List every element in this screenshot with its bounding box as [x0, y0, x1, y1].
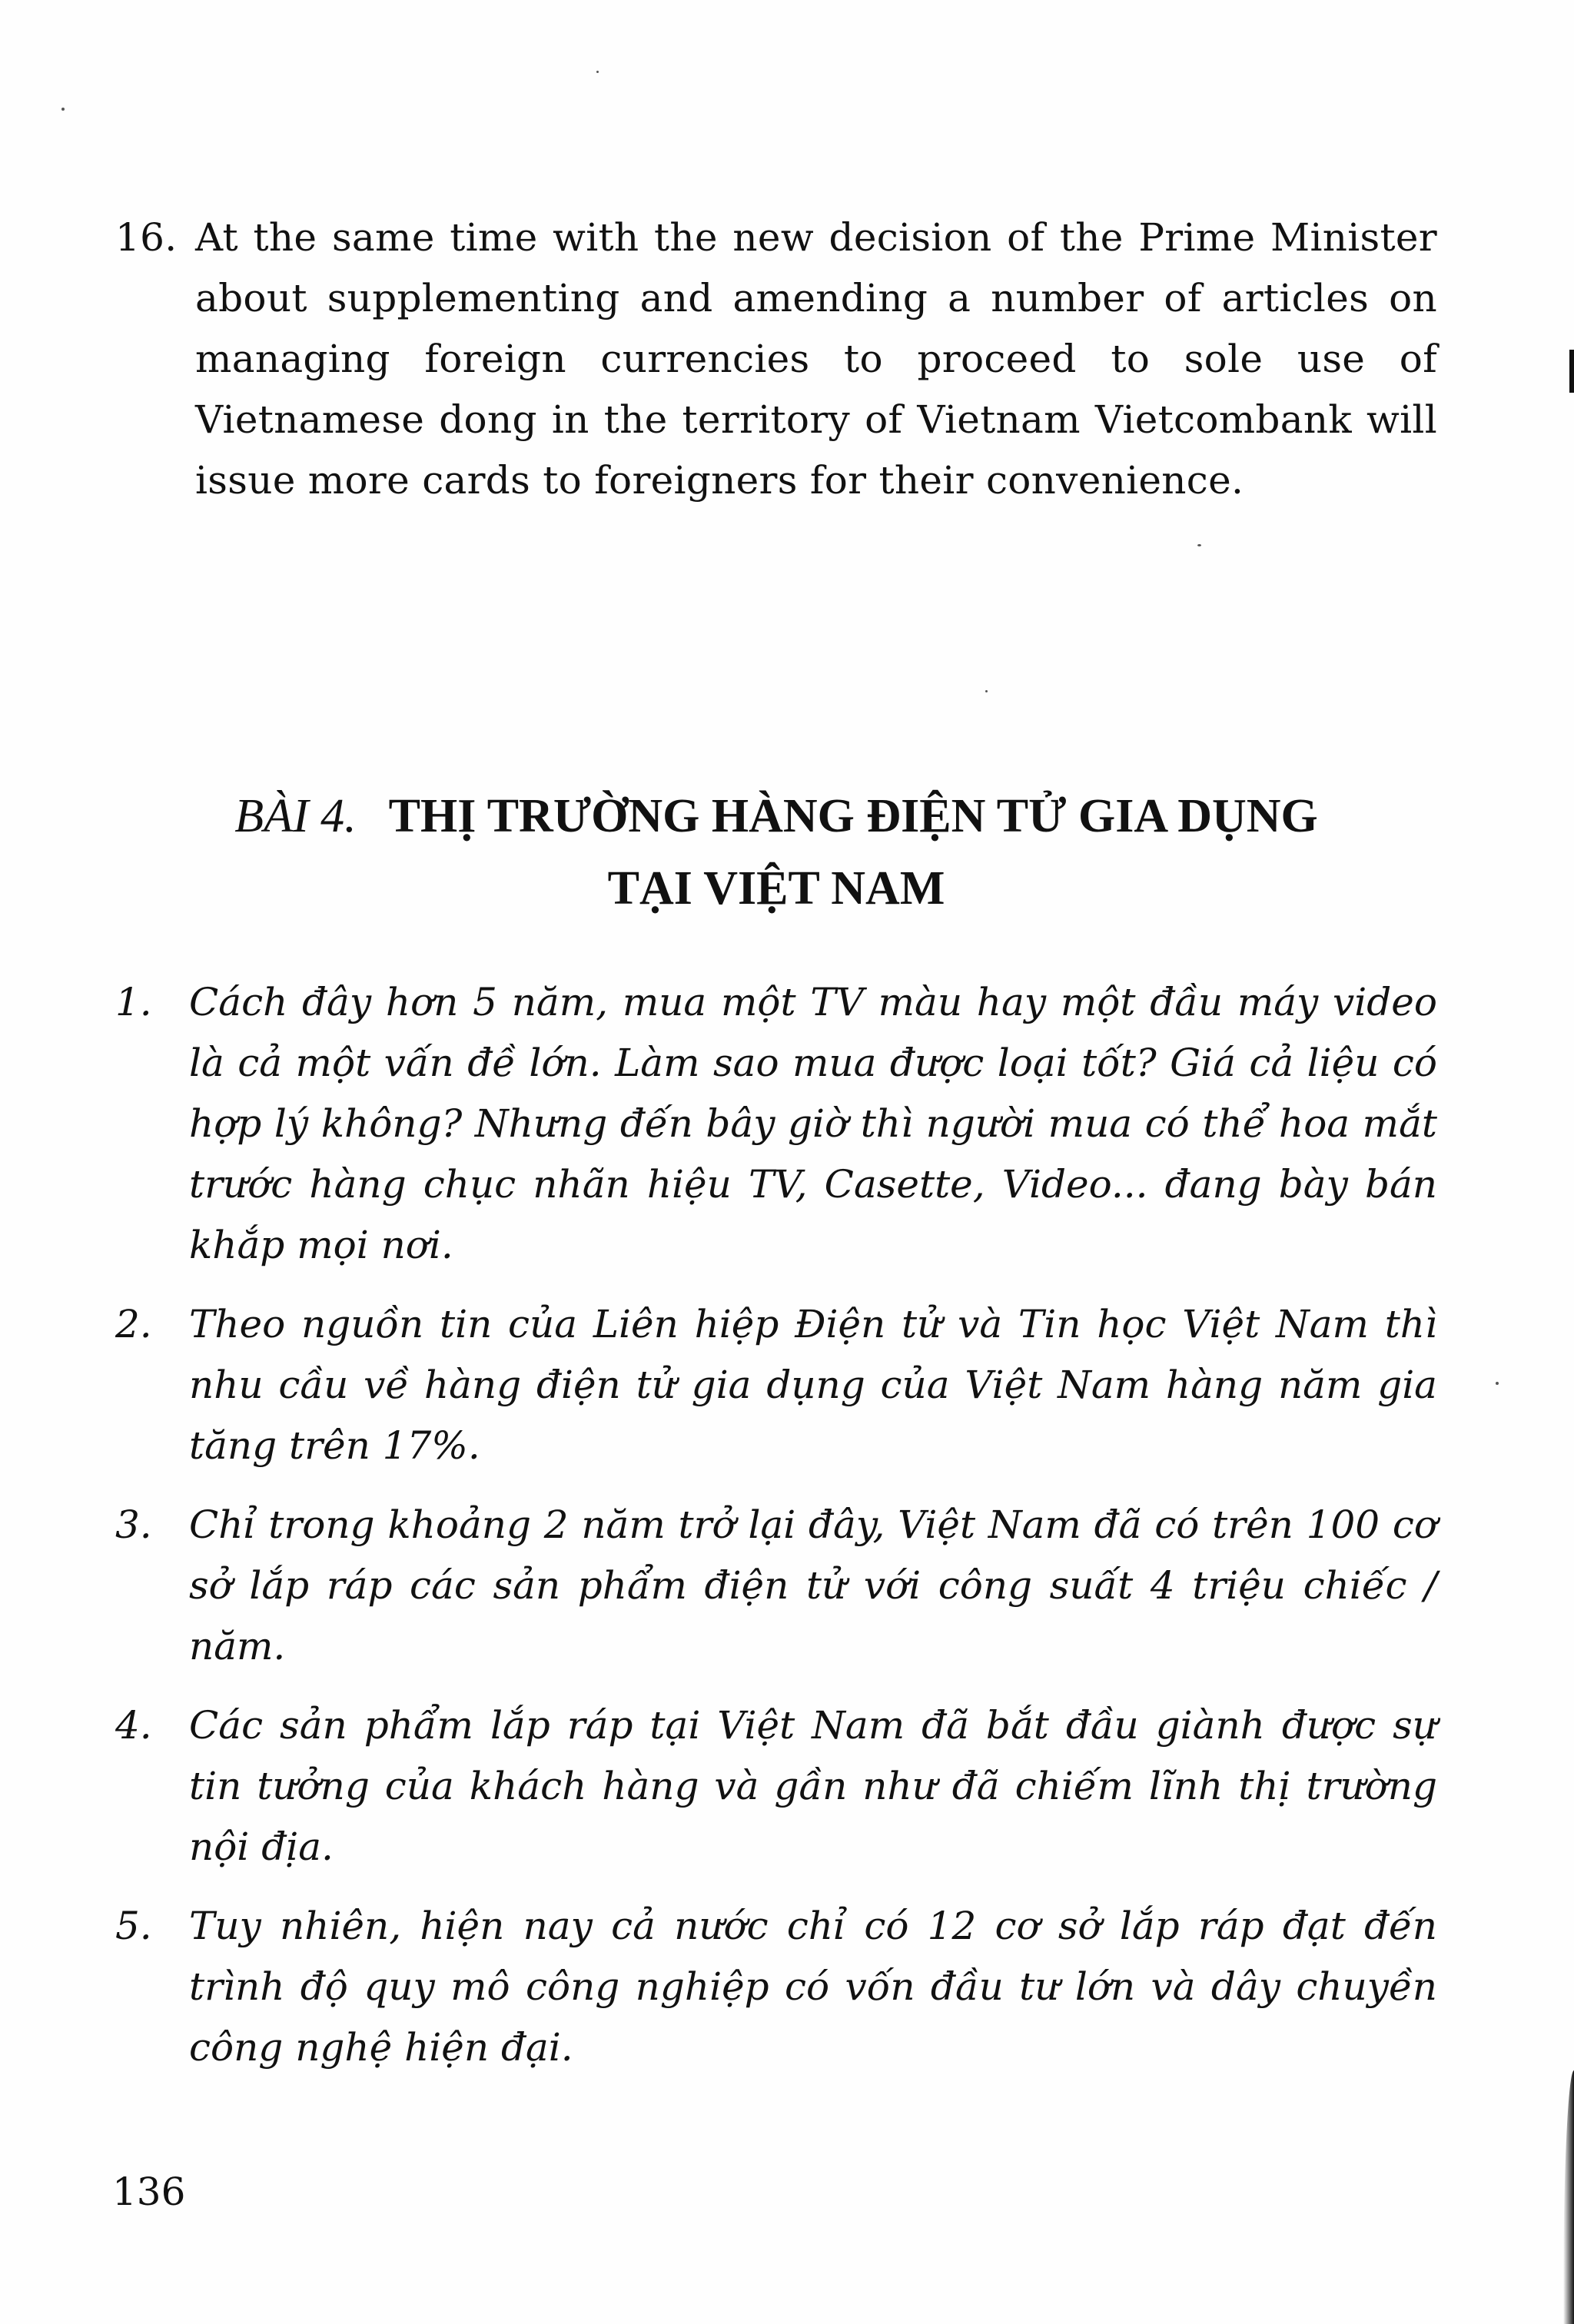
scan-edge-mark: [1569, 350, 1574, 393]
item-number: 16.: [115, 215, 178, 260]
heading-line-1: [115, 780, 1437, 852]
list-item: [115, 1695, 1437, 1877]
item-number: 4.: [115, 1703, 152, 1748]
lesson-title-line-1: THỊ TRƯỜNG HÀNG ĐIỆN TỬ GIA DỤNG: [388, 790, 1318, 842]
item-number: 3.: [115, 1502, 152, 1547]
page-edge-shadow: [1563, 2070, 1574, 2324]
list-item: [115, 1896, 1437, 2078]
paragraph-text: At the same time with the new decision of the Prime Minister about supplementing and amending a number of articles on managing foreign currencies to proceed to sole use of Vietnamese dong in the territory of Vietnam Vietcombank will issue more cards to foreigners for their convenience.: [195, 215, 1437, 503]
lesson-heading: [115, 780, 1437, 925]
scan-speck: [1496, 1382, 1499, 1385]
page-number: 136: [112, 2170, 186, 2214]
lesson-label: BÀI 4.: [234, 790, 357, 842]
scan-speck: [1197, 544, 1201, 546]
item-number: 2.: [115, 1302, 152, 1346]
list-item: [115, 1294, 1437, 1476]
lesson-title-line-2: TẠI VIỆT NAM: [607, 862, 945, 915]
item-number: 1.: [115, 980, 152, 1024]
item-text: Theo nguồn tin của Liên hiệp Điện tử và Tin học Việt Nam thì nhu cầu về hàng điện tử gia dụng của Việt Nam hàng năm gia tăng trên 17%.: [189, 1302, 1437, 1468]
vietnamese-list: [115, 972, 1437, 2097]
item-text: Chỉ trong khoảng 2 năm trở lại đây, Việt Nam đã có trên 100 cơ sở lắp ráp các sản phẩm điện tử với công suất 4 triệu chiếc / năm.: [189, 1502, 1437, 1668]
item-text: Các sản phẩm lắp ráp tại Việt Nam đã bắt đầu giành được sự tin tưởng của khách hàng và gần như đã chiếm lĩnh thị trường nội địa.: [189, 1703, 1437, 1869]
list-item: [115, 972, 1437, 1276]
item-text: Cách đây hơn 5 năm, mua một TV màu hay một đầu máy video là cả một vấn đề lớn. Làm sao mua được loại tốt? Giá cả liệu có hợp lý không? Nhưng đến bây giờ thì người mua có thể hoa mắt trước hàng chục nhãn hiệu TV, Casette, Video... đang bày bán khắp mọi nơi.: [189, 980, 1437, 1267]
scan-speck: [596, 71, 599, 73]
list-item: [115, 1495, 1437, 1677]
item-number: 5.: [115, 1904, 152, 1948]
english-paragraph: [115, 208, 1437, 511]
scan-speck: [61, 108, 65, 111]
scan-speck: [985, 690, 988, 692]
item-text: Tuy nhiên, hiện nay cả nước chỉ có 12 cơ sở lắp ráp đạt đến trình độ quy mô công nghiệp có vốn đầu tư lớn và dây chuyền công nghệ hiện đại.: [189, 1904, 1437, 2070]
